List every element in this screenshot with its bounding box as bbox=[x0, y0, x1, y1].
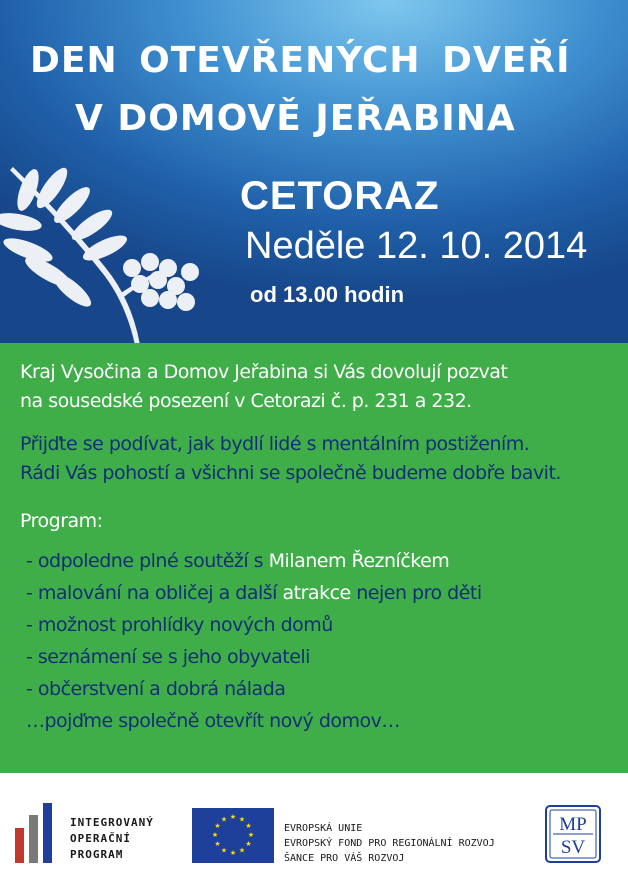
program-heading: Program: bbox=[20, 510, 103, 532]
eu-flag-icon bbox=[192, 808, 274, 863]
program-item-2-highlight: atrakce bbox=[282, 582, 351, 604]
title-line-2: V DOMOVĚ JEŘABINA bbox=[75, 98, 516, 139]
iop-line-1: INTEGROVANÝ bbox=[70, 816, 154, 829]
program-item-2 bbox=[26, 582, 482, 604]
svg-text:★: ★ bbox=[220, 815, 228, 824]
program-item-3: - možnost prohlídky nových domů bbox=[26, 614, 333, 636]
mpsv-logo-icon bbox=[545, 805, 601, 863]
iop-logo-icon bbox=[15, 803, 60, 863]
svg-text:★: ★ bbox=[247, 831, 255, 839]
svg-text:★: ★ bbox=[211, 831, 219, 839]
invitation-line-3: Přijďte se podívat, jak bydlí lidé s mentálním postižením. bbox=[20, 433, 530, 455]
svg-text:★: ★ bbox=[238, 815, 246, 824]
svg-text:★: ★ bbox=[229, 813, 237, 821]
invitation-body bbox=[0, 343, 628, 773]
invitation-line-2: na sousedské posezení v Cetorazi č. p. 231 a 232. bbox=[20, 390, 472, 412]
svg-text:★: ★ bbox=[245, 822, 252, 830]
event-time: od 13.00 hodin bbox=[250, 282, 405, 307]
program-item-2-tail: nejen pro děti bbox=[350, 582, 482, 604]
title-line-1: DEN OTEVŘENÝCH DVEŘÍ bbox=[30, 40, 571, 81]
iop-logo-text bbox=[70, 815, 154, 863]
village-name: CETORAZ bbox=[240, 174, 440, 218]
event-date: Neděle 12. 10. 2014 bbox=[245, 225, 588, 267]
program-item-4: - seznámení se s jeho obyvateli bbox=[26, 646, 310, 668]
svg-text:★: ★ bbox=[245, 840, 252, 848]
mpsv-bottom-text: SV bbox=[560, 837, 586, 858]
eu-line-2: EVROPSKÝ FOND PRO REGIONÁLNÍ ROZVOJ bbox=[284, 838, 495, 849]
svg-text:★: ★ bbox=[214, 822, 221, 830]
svg-text:★: ★ bbox=[229, 849, 237, 857]
program-item-2-text: - malování na obličej a další bbox=[26, 582, 283, 604]
svg-text:★: ★ bbox=[238, 846, 246, 855]
rowan-branch-icon bbox=[0, 150, 220, 343]
svg-text:★: ★ bbox=[220, 846, 228, 855]
iop-line-3: PROGRAM bbox=[70, 848, 124, 861]
iop-line-2: OPERAČNÍ bbox=[70, 832, 131, 845]
eu-line-3: ŠANCE PRO VÁŠ ROZVOJ bbox=[284, 853, 405, 864]
sponsor-logos bbox=[0, 773, 628, 890]
eu-line-1: EVROPSKÁ UNIE bbox=[284, 823, 363, 834]
program-closing: …pojďme společně otevřít nový domov… bbox=[26, 710, 400, 732]
program-item-1-text: - odpoledne plné soutěží s bbox=[26, 550, 269, 572]
header-banner bbox=[0, 0, 628, 343]
invitation-line-4: Rádi Vás pohostí a všichni se společně budeme dobře bavit. bbox=[20, 462, 561, 484]
program-item-5: - občerstvení a dobrá nálada bbox=[26, 678, 286, 700]
program-item-1 bbox=[26, 550, 449, 572]
invitation-line-1: Kraj Vysočina a Domov Jeřabina si Vás dovolují pozvat bbox=[20, 361, 508, 383]
eu-logo-text bbox=[284, 821, 495, 866]
svg-text:★: ★ bbox=[214, 840, 221, 848]
program-item-1-highlight: Milanem Řezníčkem bbox=[268, 550, 450, 572]
mpsv-top-text: MP bbox=[559, 814, 587, 835]
